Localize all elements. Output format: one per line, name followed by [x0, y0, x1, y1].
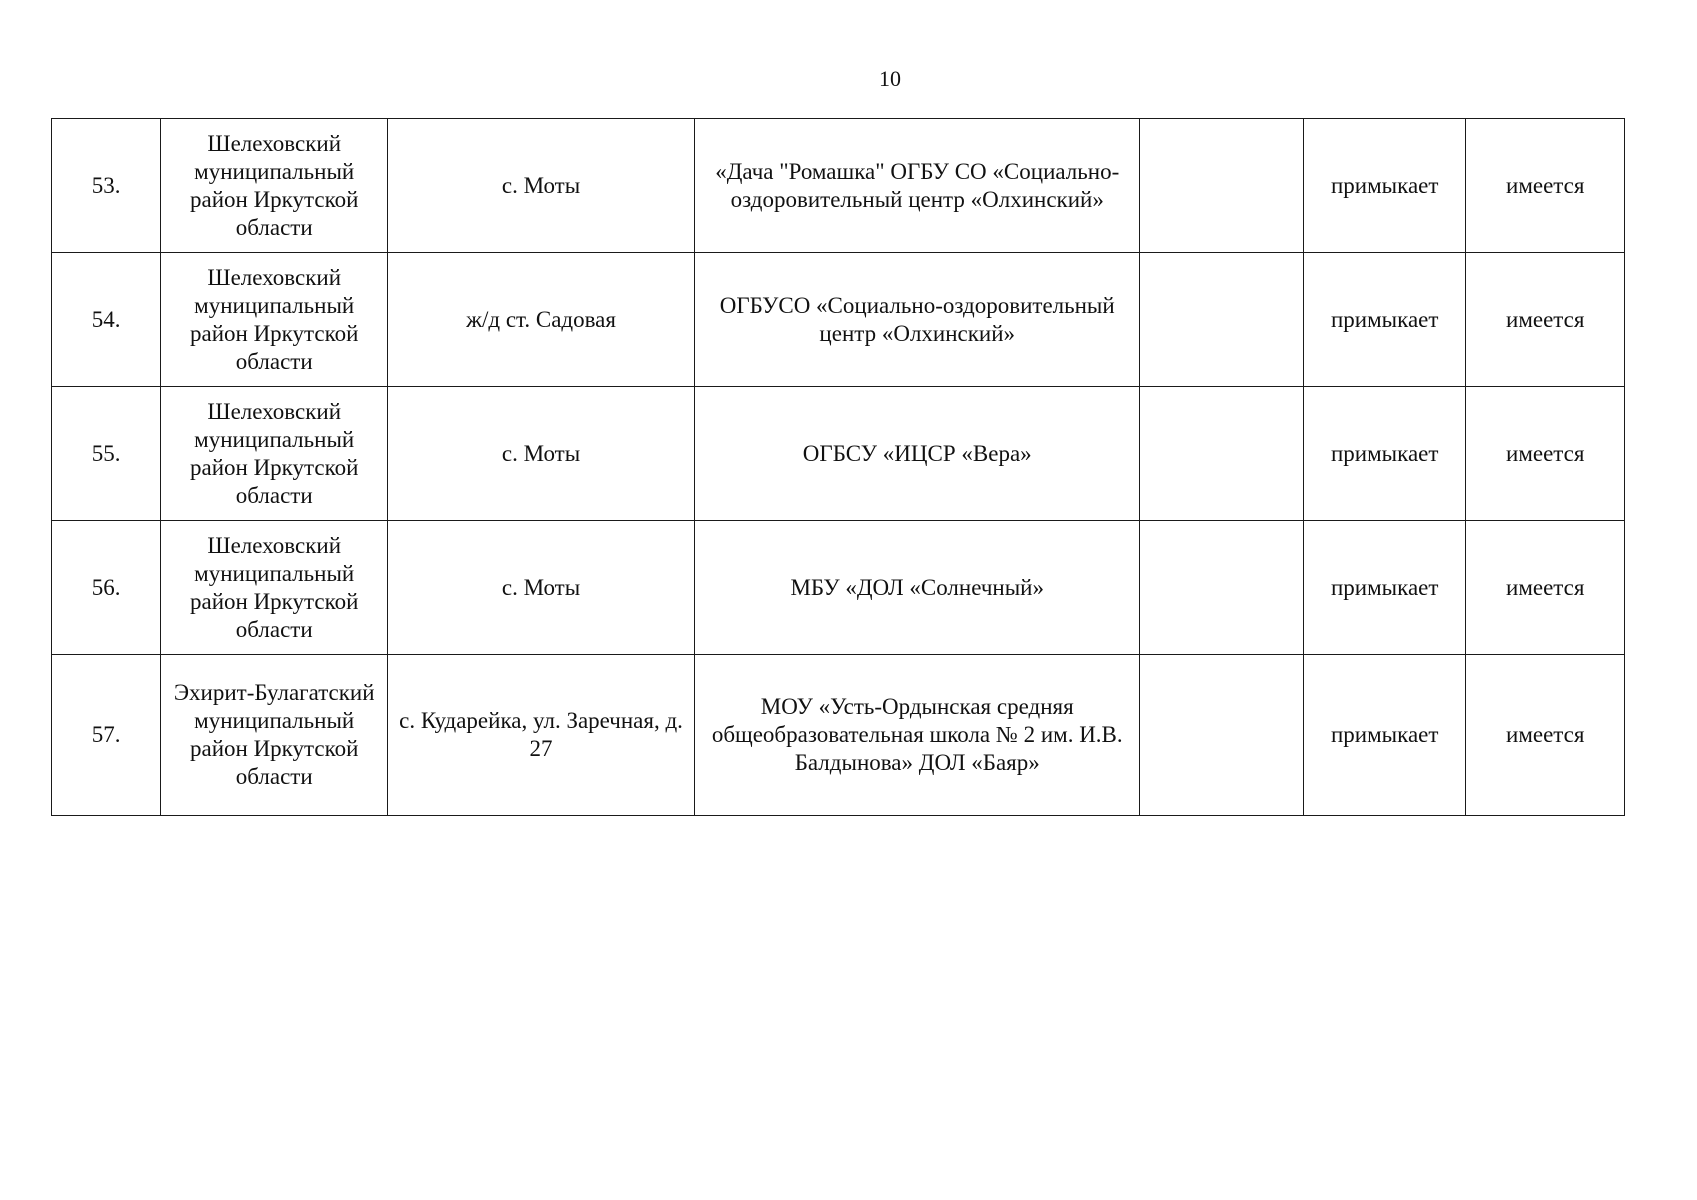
empty-cell — [1140, 521, 1304, 655]
place-cell: с. Моты — [388, 119, 695, 253]
availability-cell: имеется — [1466, 521, 1625, 655]
place-cell: с. Кударейка, ул. Заречная, д. 27 — [388, 655, 695, 816]
availability-cell: имеется — [1466, 119, 1625, 253]
adjacency-cell: примыкает — [1303, 655, 1466, 816]
empty-cell — [1140, 655, 1304, 816]
table-row — [52, 655, 1625, 816]
empty-cell — [1140, 387, 1304, 521]
availability-cell: имеется — [1466, 253, 1625, 387]
adjacency-cell: примыкает — [1303, 387, 1466, 521]
row-number: 55. — [52, 387, 161, 521]
row-number: 54. — [52, 253, 161, 387]
district-cell: Эхирит-Булагатский муниципальный район Иркутской области — [161, 655, 388, 816]
table-row — [52, 253, 1625, 387]
availability-cell: имеется — [1466, 655, 1625, 816]
table-row — [52, 119, 1625, 253]
adjacency-cell: примыкает — [1303, 253, 1466, 387]
empty-cell — [1140, 253, 1304, 387]
page-number: 10 — [879, 66, 901, 91]
organization-cell: ОГБСУ «ИЦСР «Вера» — [695, 387, 1140, 521]
row-number: 56. — [52, 521, 161, 655]
district-cell: Шелеховский муниципальный район Иркутской области — [161, 253, 388, 387]
district-cell: Шелеховский муниципальный район Иркутской области — [161, 387, 388, 521]
organization-cell: «Дача "Ромашка" ОГБУ СО «Социально-оздоровительный центр «Олхинский» — [695, 119, 1140, 253]
organization-cell: МБУ «ДОЛ «Солнечный» — [695, 521, 1140, 655]
row-number: 57. — [52, 655, 161, 816]
empty-cell — [1140, 119, 1304, 253]
place-cell: с. Моты — [388, 521, 695, 655]
row-number: 53. — [52, 119, 161, 253]
district-cell: Шелеховский муниципальный район Иркутской области — [161, 119, 388, 253]
place-cell: ж/д ст. Садовая — [388, 253, 695, 387]
place-cell: с. Моты — [388, 387, 695, 521]
organization-cell: МОУ «Усть-Ордынская средняя общеобразовательная школа № 2 им. И.В. Балдынова» ДОЛ «Баяр» — [695, 655, 1140, 816]
adjacency-cell: примыкает — [1303, 119, 1466, 253]
district-cell: Шелеховский муниципальный район Иркутской области — [161, 521, 388, 655]
adjacency-cell: примыкает — [1303, 521, 1466, 655]
organization-cell: ОГБУСО «Социально-оздоровительный центр «Олхинский» — [695, 253, 1140, 387]
table-row — [52, 521, 1625, 655]
table-row — [52, 387, 1625, 521]
data-table — [51, 118, 1625, 816]
availability-cell: имеется — [1466, 387, 1625, 521]
